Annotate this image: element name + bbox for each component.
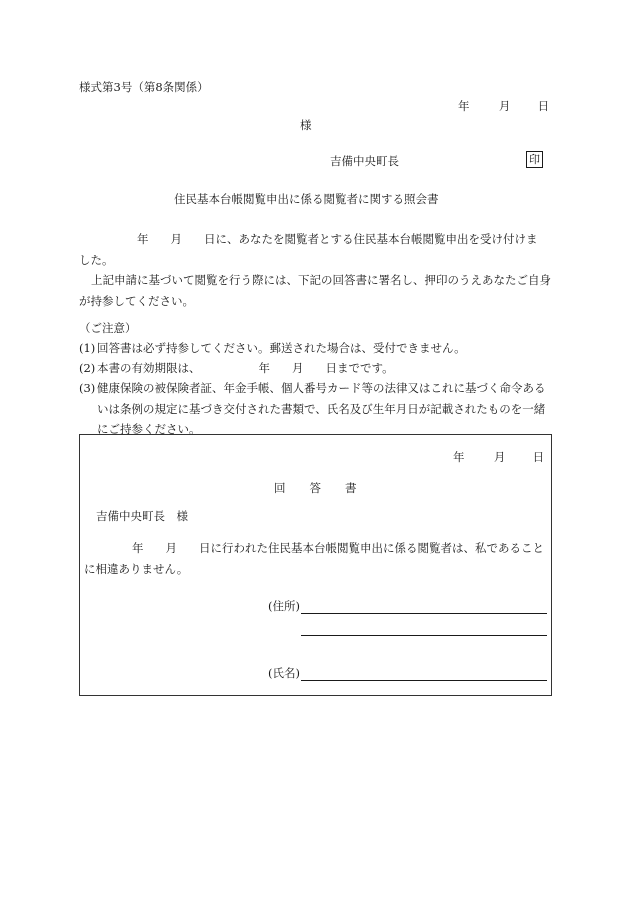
form-number: 様式第3号（第8条関係） <box>79 80 209 94</box>
intro-month: 月 <box>170 232 182 246</box>
note-number: (1) <box>79 341 96 355</box>
intro-para2: 上記申請に基づいて閲覧を行う際には、下記の回答書に署名し、押印のうえあなたご自身が持参してください。 <box>79 273 551 308</box>
reply-form-box <box>79 434 552 696</box>
note-text-a: 本書の有効期限は、 <box>97 361 201 375</box>
note-item <box>79 378 554 440</box>
note-item <box>79 358 554 379</box>
reply-date <box>453 452 544 464</box>
note-item <box>79 338 554 359</box>
note-number: (3) <box>79 381 96 395</box>
notes-heading: （ご注意） <box>79 321 137 335</box>
reply-title <box>274 483 357 495</box>
notice-date <box>458 101 549 113</box>
note-year: 年 <box>258 361 270 375</box>
sender-name: 吉備中央町長 <box>330 154 399 168</box>
note-text-b: 日までです。 <box>325 361 394 375</box>
address-line-1[interactable] <box>301 613 547 614</box>
reply-addressee: 吉備中央町長 様 <box>96 509 188 523</box>
name-label: (氏名) <box>268 666 300 680</box>
reply-date-day: 日 <box>532 450 545 464</box>
intro-year: 年 <box>137 232 149 246</box>
date-day: 日 <box>537 99 550 113</box>
date-year: 年 <box>458 99 470 113</box>
notice-title: 住民基本台帳閲覧申出に係る閲覧者に関する照会書 <box>174 192 439 206</box>
intro-paragraph <box>79 229 554 270</box>
address-label: (住所) <box>268 599 300 613</box>
address-line-2[interactable] <box>301 635 547 636</box>
reply-title-char: 回 <box>274 481 286 495</box>
note-month: 月 <box>292 361 304 375</box>
statement-line2: に相違ありません。 <box>84 561 189 576</box>
note-text: 健康保険の被保険者証、年金手帳、個人番号カード等の法律又はこれに基づく命令あるいは条例の規定に基づき交付された書類で、氏名及び生年月日が記載されたものを一緒にご持参ください。 <box>97 381 546 436</box>
intro-line1-end: した。 <box>79 252 114 267</box>
reply-statement <box>84 538 549 579</box>
reply-date-year: 年 <box>453 450 465 464</box>
intro-line1: 日に、あなたを閲覧者とする住民基本台帳閲覧申出を受け付けま <box>204 232 538 246</box>
reply-title-char: 答 <box>309 481 321 495</box>
seal-mark: 印 <box>526 151 543 168</box>
name-line[interactable] <box>301 680 547 681</box>
reply-title-char: 書 <box>345 481 357 495</box>
reply-date-month: 月 <box>493 450 506 464</box>
date-month: 月 <box>498 99 511 113</box>
note-number: (2) <box>79 361 96 375</box>
statement-month: 月 <box>165 541 177 555</box>
statement-line1: 日に行われた住民基本台帳閲覧申出に係る閲覧者は、私であること <box>199 541 544 555</box>
statement-year: 年 <box>132 541 144 555</box>
addressee-suffix: 様 <box>300 118 312 132</box>
note-text: 回答書は必ず持参してください。郵送された場合は、受付できません。 <box>97 341 466 355</box>
